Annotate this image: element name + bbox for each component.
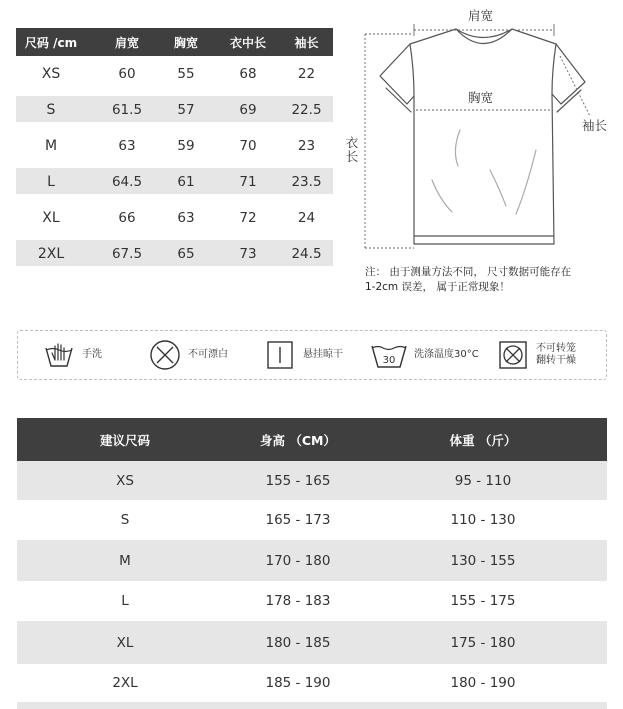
care-no-tumble-dry [496, 331, 576, 379]
size-recommendation-table [17, 418, 607, 709]
header-shoulder: 肩宽 [114, 35, 139, 50]
cell-size: S [120, 512, 130, 528]
cell-chest: 59 [177, 138, 195, 154]
table-row [16, 92, 333, 128]
cell-sleeve: 22 [297, 66, 316, 82]
header-height: 身高 （CM） [260, 432, 336, 448]
cell-shoulder: 64.5 [111, 174, 143, 190]
cell-size: XL [116, 634, 134, 651]
cell-chest: 65 [177, 246, 195, 262]
table-row [16, 128, 333, 164]
cell-shoulder: 66 [118, 210, 136, 226]
tshirt-outline-icon [340, 0, 623, 262]
cell-size: L [121, 593, 129, 609]
care-hang-dry [263, 331, 343, 379]
cell-weight: 110 - 130 [450, 512, 516, 528]
cell-size: 2XL [112, 675, 138, 691]
table-row [17, 461, 607, 500]
hang-dry-icon [263, 338, 297, 372]
cell-length: 68 [239, 66, 257, 82]
cell-height: 155 - 165 [265, 472, 331, 489]
cell-chest: 63 [177, 210, 195, 226]
care-label: 不可漂白 [188, 349, 228, 360]
cell-height: 165 - 173 [265, 512, 331, 528]
care-instructions [17, 330, 607, 380]
table-row [17, 581, 607, 621]
care-label: 手洗 [82, 349, 102, 360]
chest-width-label: 胸宽 [468, 90, 494, 105]
cell-size: M [44, 138, 58, 154]
cell-size: XS [41, 66, 61, 82]
note-line-1: 注： 由于测量方法不同， 尺寸数据可能存在 [365, 266, 572, 278]
cell-weight: 95 - 110 [454, 472, 512, 489]
care-wash-30 [370, 331, 479, 379]
cell-shoulder: 60 [118, 66, 136, 82]
cell-sleeve: 22.5 [291, 102, 322, 118]
recommend-header [17, 418, 607, 461]
cell-height: 180 - 185 [265, 634, 331, 651]
cell-length: 72 [239, 210, 257, 226]
cell-chest: 61 [177, 174, 195, 190]
cell-shoulder: 67.5 [111, 246, 143, 262]
no-bleach-icon [148, 338, 182, 372]
cell-sleeve: 23.5 [291, 174, 322, 190]
cell-size: S [46, 102, 56, 118]
cell-shoulder: 63 [118, 138, 136, 154]
header-size: 尺码 /cm [24, 35, 78, 50]
table-row [16, 56, 333, 92]
cell-sleeve: 24 [297, 210, 316, 226]
care-label-line-1: 不可转笼 [536, 343, 576, 354]
cell-chest: 57 [177, 102, 195, 118]
cell-sleeve: 24.5 [291, 246, 322, 262]
care-no-bleach [148, 331, 228, 379]
header-chest: 胸宽 [173, 35, 198, 50]
table-row [17, 702, 607, 709]
header-sleeve: 袖长 [294, 35, 319, 50]
wash-temp-text: 30 [382, 355, 396, 366]
cell-height: 185 - 190 [265, 675, 331, 691]
cell-size: M [119, 552, 131, 569]
cell-shoulder: 61.5 [111, 102, 143, 118]
cell-size: 2XL [37, 246, 65, 262]
cell-weight: 180 - 190 [450, 675, 516, 691]
table-row [17, 500, 607, 540]
body-length-label: 衣长 [345, 135, 359, 164]
header-recommended-size: 建议尺码 [99, 432, 150, 448]
care-label: 洗涤温度30°C [414, 349, 479, 360]
sleeve-length-label: 袖长 [582, 118, 608, 133]
cell-size: XL [42, 210, 60, 226]
care-label [536, 343, 576, 367]
cell-weight: 130 - 155 [450, 552, 516, 569]
wash-30-icon [370, 338, 408, 372]
shoulder-width-label: 肩宽 [468, 8, 494, 23]
cell-length: 73 [239, 246, 257, 262]
care-label: 悬挂晾干 [303, 349, 343, 360]
care-hand-wash [42, 331, 102, 379]
cell-length: 71 [239, 174, 257, 190]
no-tumble-dry-icon [496, 338, 530, 372]
size-chart-header [16, 28, 333, 56]
header-length: 衣中长 [229, 35, 266, 50]
hand-wash-icon [42, 338, 76, 372]
cell-length: 69 [239, 102, 257, 118]
cell-size: L [47, 174, 55, 190]
size-chart-table [16, 28, 333, 272]
cell-height: 170 - 180 [265, 552, 331, 569]
cell-weight: 155 - 175 [450, 593, 516, 609]
table-row [16, 164, 333, 200]
cell-height: 178 - 183 [265, 593, 331, 609]
cell-length: 70 [239, 138, 257, 154]
tshirt-measurement-diagram [340, 0, 623, 262]
cell-chest: 55 [177, 66, 195, 82]
measurement-note [365, 265, 610, 295]
table-row [17, 664, 607, 702]
table-row [17, 621, 607, 664]
table-row [17, 540, 607, 581]
cell-size: XS [116, 472, 134, 489]
header-weight: 体重 （斤） [449, 432, 517, 448]
cell-sleeve: 23 [297, 138, 316, 154]
care-label-line-2: 翻转干燥 [536, 355, 576, 366]
cell-weight: 175 - 180 [450, 634, 516, 651]
table-row [16, 200, 333, 236]
table-row [16, 236, 333, 272]
note-line-2: 1-2cm 误差， 属于正常现象！ [365, 281, 510, 293]
